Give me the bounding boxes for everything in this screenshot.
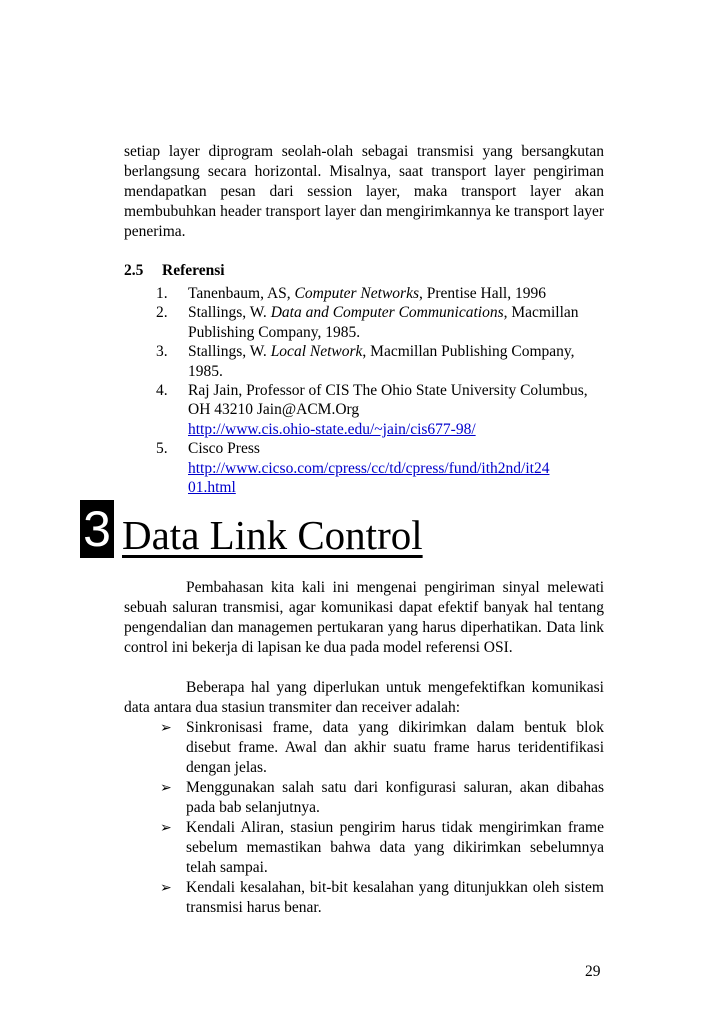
reference-text: , Macmillan Publishing Company, 1985. bbox=[188, 304, 579, 341]
arrowhead-bullet-icon: ➢ bbox=[160, 720, 172, 736]
reference-number: 4. bbox=[156, 382, 168, 400]
bullet-text: Menggunakan salah satu dari konfigurasi saluran, akan dibahas pada bab selanjutnya. bbox=[186, 779, 604, 816]
references-list bbox=[124, 284, 609, 497]
reference-text: , Macmillan Publishing Company, 1985. bbox=[188, 343, 575, 380]
reference-title-italic: Computer Networks bbox=[294, 285, 419, 302]
bullet-text: Kendali kesalahan, bit-bit kesalahan yang ditunjukkan oleh sistem transmisi harus benar. bbox=[186, 879, 604, 916]
reference-item bbox=[124, 342, 609, 381]
chapter-title: Data Link Control bbox=[122, 512, 423, 558]
reference-number: 2. bbox=[156, 304, 168, 322]
reference-item bbox=[124, 303, 609, 342]
reference-text: , Prentise Hall, 1996 bbox=[418, 285, 546, 302]
reference-text: Raj Jain, Professor of CIS The Ohio State University Columbus, OH 43210 Jain@ACM.Org bbox=[188, 382, 588, 419]
bullet-text: Kendali Aliran, stasiun pengirim harus tidak mengirimkan frame sebelum memastikan bahwa data yang dikirimkan sebelumnya telah sampai. bbox=[186, 819, 604, 876]
arrowhead-bullet-icon: ➢ bbox=[160, 880, 172, 896]
page-number: 29 bbox=[585, 963, 601, 980]
body-paragraph-1: Pembahasan kita kali ini mengenai pengiriman sinyal melewati sebuah saluran transmisi, agar komunikasi dapat efektif banyak hal tentang pengendalian dan managemen pertukaran yang harus diperhatikan. Data link control ini bekerja di lapisan ke dua pada model referensi OSI. bbox=[124, 579, 604, 656]
reference-text: Cisco Press bbox=[188, 440, 260, 458]
reference-text: Stallings, W. bbox=[188, 304, 271, 322]
reference-item bbox=[124, 284, 609, 303]
arrowhead-bullet-icon: ➢ bbox=[160, 820, 172, 836]
chapter-number-badge: 3 bbox=[80, 500, 114, 558]
bullet-item bbox=[124, 878, 604, 918]
reference-number: 5. bbox=[156, 440, 168, 458]
reference-title-italic: Data and Computer Communications bbox=[270, 304, 504, 322]
bullet-text: Sinkronisasi frame, data yang dikirimkan dalam bentuk blok disebut frame. Awal dan akhir suatu frame harus teridentifikasi dengan jelas. bbox=[186, 719, 604, 776]
body-paragraph-2: Beberapa hal yang diperlukan untuk mengefektifkan komunikasi data antara dua stasiun transmiter dan receiver adalah: bbox=[124, 679, 604, 716]
reference-number: 1. bbox=[156, 285, 168, 302]
references-title: Referensi bbox=[162, 262, 225, 279]
reference-item bbox=[124, 439, 609, 497]
reference-item bbox=[124, 381, 609, 439]
chapter-heading bbox=[80, 500, 423, 558]
arrowhead-bullet-icon: ➢ bbox=[160, 780, 172, 796]
reference-link[interactable]: http://www.cis.ohio-state.edu/~jain/cis677-98/ bbox=[188, 420, 476, 438]
reference-number: 3. bbox=[156, 343, 168, 361]
references-section-number: 2.5 bbox=[124, 262, 144, 279]
reference-title-italic: Local Network bbox=[270, 343, 363, 361]
reference-link-line-1[interactable]: http://www.cicso.com/cpress/cc/td/cpress/fund/ith2nd/it24 bbox=[188, 459, 550, 477]
reference-text: Stallings, W. bbox=[188, 343, 271, 361]
references-heading bbox=[124, 261, 225, 281]
reference-link-line-2[interactable]: 01.html bbox=[188, 479, 236, 497]
bullet-item bbox=[124, 818, 604, 878]
bullet-list bbox=[124, 718, 604, 918]
bullet-item bbox=[124, 778, 604, 818]
intro-paragraph: setiap layer diprogram seolah-olah sebagai transmisi yang bersangkutan berlangsung secara horizontal. Misalnya, saat transport layer pengiriman mendapatkan pesan dari session layer, maka transport layer akan membubuhkan header transport layer dan mengirimkannya ke transport layer penerima. bbox=[124, 143, 604, 240]
bullet-item bbox=[124, 718, 604, 778]
reference-text: Tanenbaum, AS, bbox=[188, 285, 295, 302]
